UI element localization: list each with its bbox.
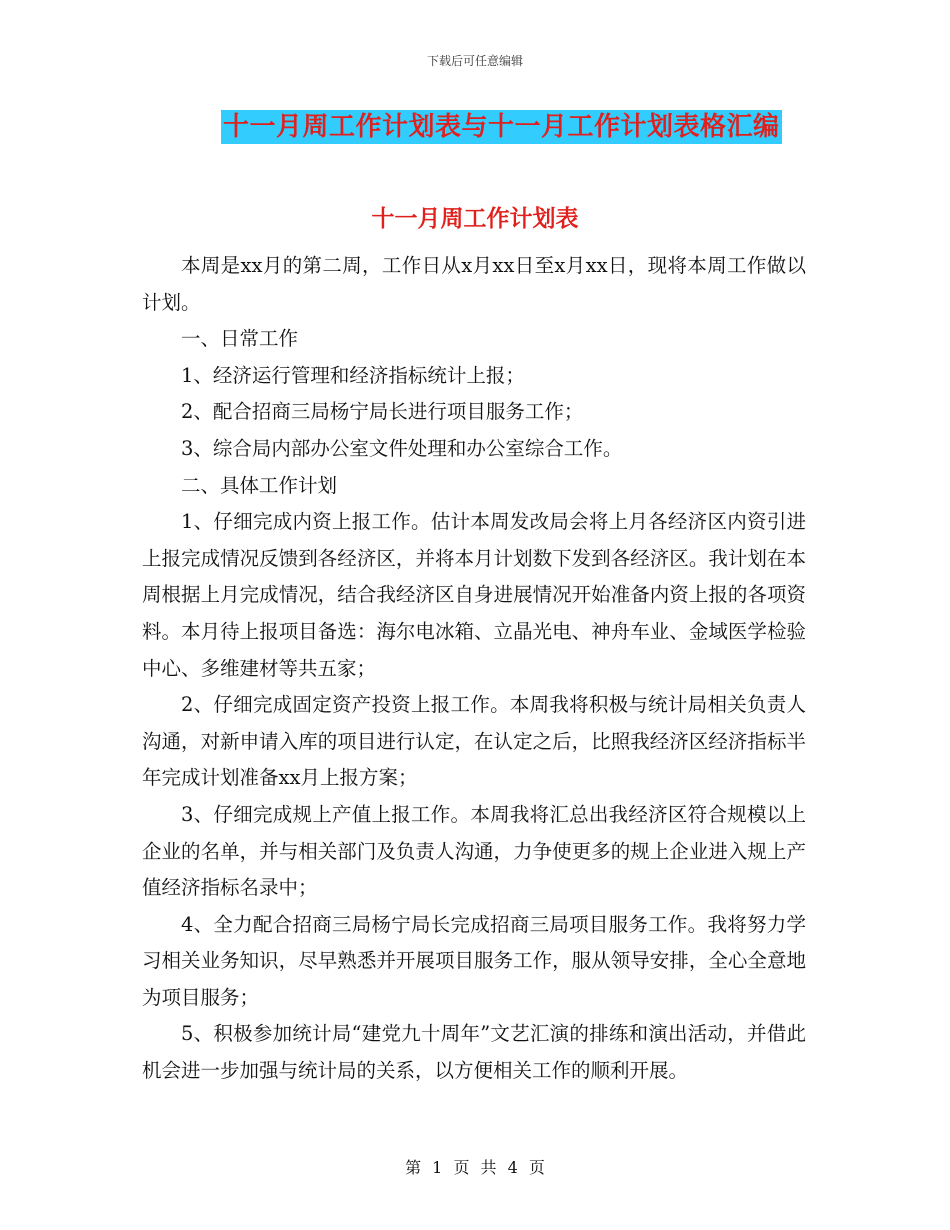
plan-item: 4、全力配合招商三局杨宁局长完成招商三局项目服务工作。我将努力学习相关业务知识，尽早熟悉并开展项目服务工作，服从领导安排，全心全意地为项目服务； bbox=[142, 912, 806, 1009]
list-item: 3、综合局内部办公室文件处理和办公室综合工作。 bbox=[181, 436, 623, 460]
document-main-title: 十一月周工作计划表与十一月工作计划表格汇编 bbox=[223, 112, 780, 142]
plan-item: 3、仔细完成规上产值上报工作。本周我将汇总出我经济区符合规模以上企业的名单，并与相关部门及负责人沟通，力争使更多的规上企业进入规上产值经济指标名录中； bbox=[142, 802, 806, 900]
page-header-note: 下载后可任意编辑 bbox=[426, 54, 523, 68]
page-number-footer: 第 1 页 共 4 页 bbox=[405, 1158, 545, 1177]
section-title: 十一月周工作计划表 bbox=[371, 205, 579, 232]
paragraph-intro: 本周是xx月的第二周，工作日从x月xx日至x月xx日，现将本周工作做以计划。 bbox=[142, 254, 806, 314]
document-body bbox=[142, 248, 806, 1090]
plan-item: 5、积极参加统计局“建党九十周年”文艺汇演的排练和演出活动，并借此机会进一步加强与统计局的关系，以方便相关工作的顺利开展。 bbox=[142, 1022, 806, 1083]
plan-item: 2、仔细完成固定资产投资上报工作。本周我将积极与统计局相关负责人沟通，对新申请入库的项目进行认定，在认定之后，比照我经济区经济指标半年完成计划准备xx月上报方案； bbox=[142, 693, 806, 790]
list-item: 2、配合招商三局杨宁局长进行项目服务工作； bbox=[181, 400, 584, 424]
heading-specific-plan: 二、具体工作计划 bbox=[181, 473, 338, 497]
plan-item: 1、仔细完成内资上报工作。估计本周发改局会将上月各经济区内资引进上报完成情况反馈到各经济区，并将本月计划数下发到各经济区。我计划在本周根据上月完成情况，结合我经济区自身进展情况开始准备内资上报的各项资料。本月待上报项目备选：海尔电冰箱、立晶光电、神舟车业、金域医学检验中心、多维建材等共五家； bbox=[142, 510, 806, 680]
list-item: 1、经济运行管理和经济指标统计上报； bbox=[181, 363, 525, 387]
heading-daily-work: 一、日常工作 bbox=[181, 327, 299, 351]
